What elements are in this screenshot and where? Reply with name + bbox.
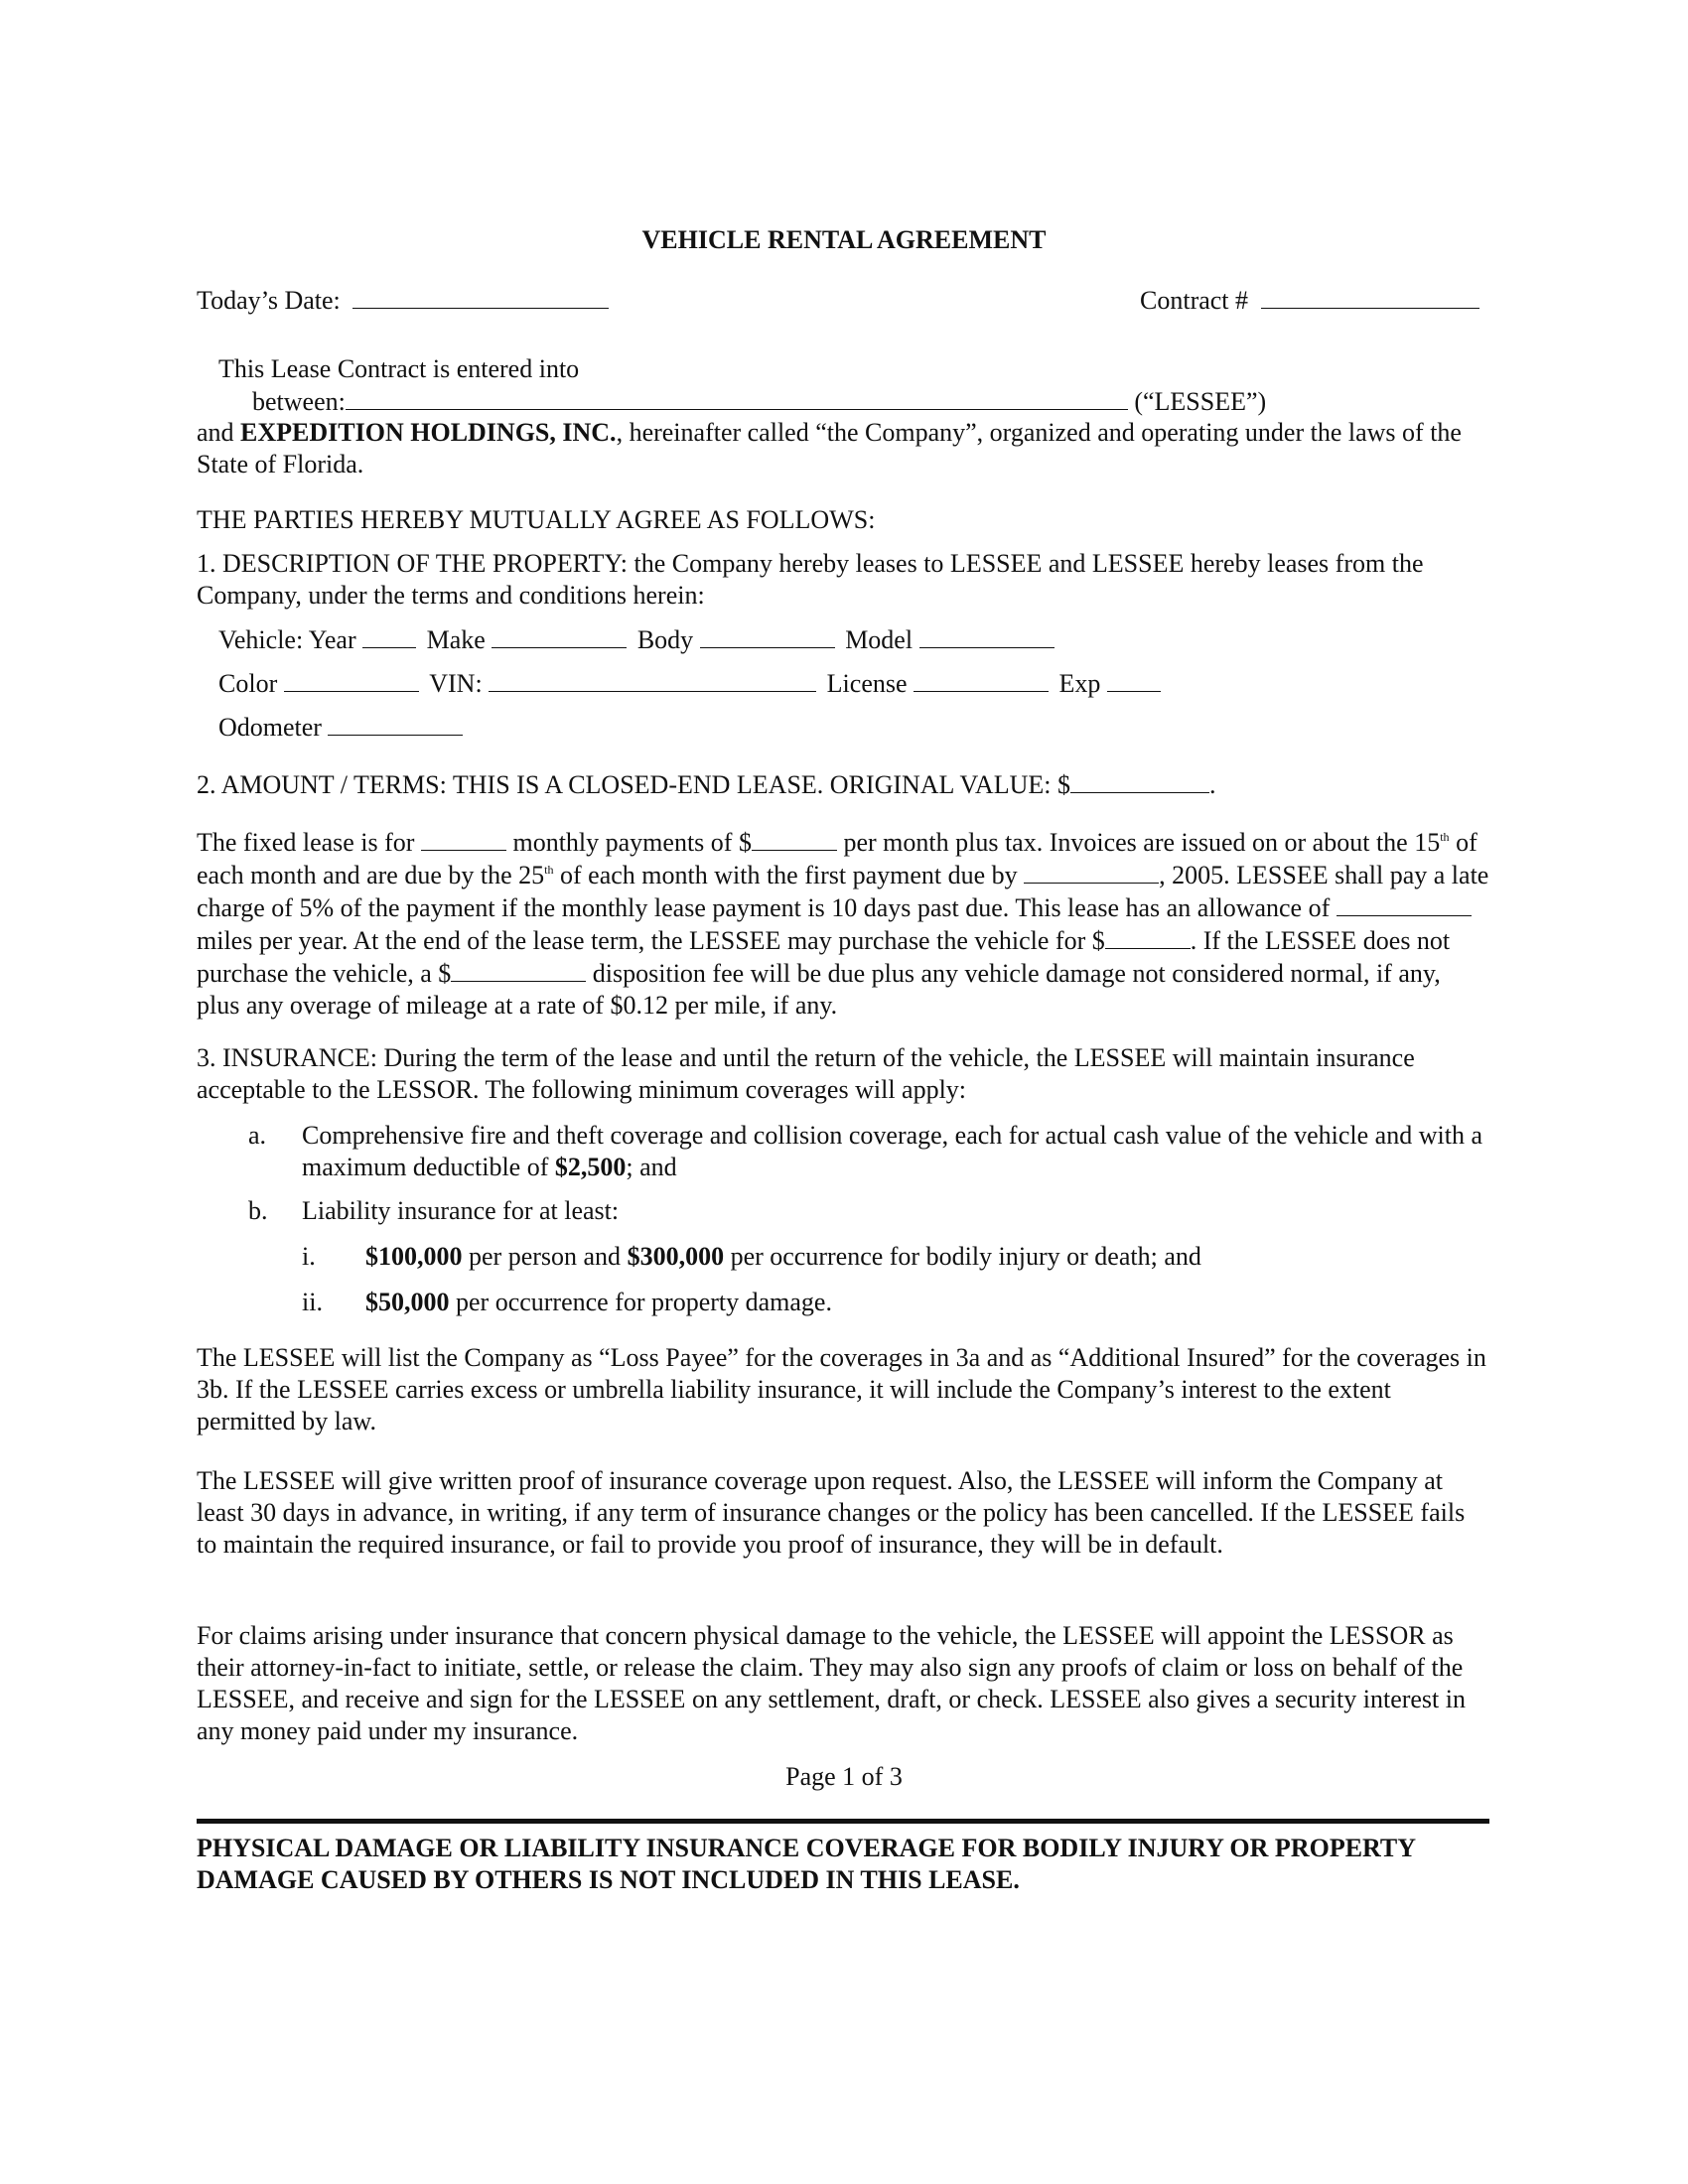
purchase-price-field[interactable]	[1105, 924, 1191, 949]
intro-between-row	[252, 385, 1266, 418]
odometer-field[interactable]	[328, 711, 463, 736]
item-i-mid: per person and	[462, 1242, 628, 1271]
vin-label: VIN:	[429, 669, 483, 698]
item-b-text: Liability insurance for at least:	[302, 1196, 620, 1225]
terms-sup-2: th	[544, 863, 554, 877]
company-description: , hereinafter called “the Company”, organized and operating under the laws of the State of Florida.	[197, 418, 1462, 478]
section-2-heading-text: 2. AMOUNT / TERMS: THIS IS A CLOSED-END LEASE. ORIGINAL VALUE: $	[197, 770, 1070, 799]
document-title: VEHICLE RENTAL AGREEMENT	[641, 225, 1047, 254]
vehicle-row-1	[218, 623, 1055, 656]
terms-text-1: The fixed lease is for	[197, 828, 415, 857]
page-number: Page 1 of 3	[785, 1762, 903, 1791]
insurance-paragraph-2: The LESSEE will give written proof of insurance coverage upon request. Also, the LESSEE will inform the Company at least 30 days in advance, in writing, if any term of insurance changes or the policy has been cancelled. If the LESSEE fails to maintain the required insurance, or fail to provide you proof of insurance, they will be in default.	[197, 1466, 1466, 1559]
license-label: License	[826, 669, 908, 698]
exp-field[interactable]	[1107, 667, 1161, 692]
item-i-label: i.	[302, 1242, 316, 1271]
item-i-end: per occurrence for bodily injury or death; and	[724, 1242, 1201, 1271]
item-a-end: ; and	[626, 1153, 677, 1181]
body-field[interactable]	[700, 623, 835, 648]
and-prefix: and	[197, 418, 234, 447]
contract-number-label: Contract #	[1140, 286, 1249, 315]
todays-date-row	[197, 284, 609, 317]
item-ii-text	[365, 1287, 832, 1318]
number-of-payments-field[interactable]	[421, 826, 506, 851]
original-value-field[interactable]	[1070, 768, 1209, 793]
disposition-fee-field[interactable]	[451, 957, 586, 982]
section-2-terms-paragraph	[197, 826, 1489, 1022]
item-b-label: b.	[248, 1196, 268, 1225]
item-i-amount-per-occurrence: $300,000	[627, 1242, 725, 1271]
model-field[interactable]	[919, 623, 1055, 648]
model-label: Model	[845, 625, 914, 654]
odometer-label: Odometer	[218, 713, 322, 742]
terms-text-6: , 2005. LESSEE shall pay a late charge of 5% of the payment if the monthly lease payment is 10 days past due. This lease has an allowance of	[197, 861, 1489, 922]
footer-divider	[197, 1819, 1489, 1824]
terms-sup-1: th	[1440, 830, 1450, 844]
item-ii-label: ii.	[302, 1288, 323, 1316]
terms-text-2: monthly payments of $	[512, 828, 752, 857]
lessee-name-field[interactable]	[346, 385, 1128, 410]
terms-text-3: per month plus tax. Invoices are issued on or about the 15	[843, 828, 1441, 857]
intro-line-1: This Lease Contract is entered into	[218, 354, 580, 383]
insurance-paragraph-1: The LESSEE will list the Company as “Loss Payee” for the coverages in 3a and as “Additional Insured” for the coverages in 3b. If the LESSEE carries excess or umbrella liability insurance, it will include the Company’s interest to the extent permitted by law.	[197, 1343, 1486, 1435]
make-label: Make	[426, 625, 486, 654]
exp-label: Exp	[1058, 669, 1101, 698]
item-a-deductible: $2,500	[554, 1153, 627, 1181]
terms-text-7: miles per year. At the end of the lease term, the LESSEE may purchase the vehicle for $	[197, 926, 1105, 955]
contract-number-row	[1140, 284, 1479, 317]
section-3-intro: 3. INSURANCE: During the term of the lease and until the return of the vehicle, the LESSEE will maintain insurance acceptable to the LESSOR. The following minimum coverages will apply:	[197, 1043, 1415, 1104]
contract-number-field[interactable]	[1261, 284, 1479, 309]
between-label: between:	[252, 387, 346, 416]
body-label: Body	[636, 625, 694, 654]
item-i-text	[365, 1241, 1201, 1273]
section-2-heading-end: .	[1208, 770, 1216, 799]
todays-date-label: Today’s Date:	[197, 286, 341, 315]
monthly-payment-field[interactable]	[752, 826, 837, 851]
mileage-allowance-field[interactable]	[1336, 891, 1472, 916]
terms-text-4: of each month and are due by the 25	[197, 828, 1477, 889]
make-field[interactable]	[492, 623, 627, 648]
company-name: EXPEDITION HOLDINGS, INC.	[240, 418, 617, 447]
terms-text-9: disposition fee will be due plus any vehicle damage not considered normal, if any, plus any overage of mileage at a rate of $0.12 per mile, if any.	[197, 959, 1441, 1020]
first-payment-date-field[interactable]	[1024, 859, 1159, 884]
footer-notice: PHYSICAL DAMAGE OR LIABILITY INSURANCE COVERAGE FOR BODILY INJURY OR PROPERTY DAMAGE CAUSED BY OTHERS IS NOT INCLUDED IN THIS LEASE.	[197, 1834, 1416, 1894]
item-a-body: Comprehensive fire and theft coverage and collision coverage, each for actual cash value of the vehicle and with a maximum deductible of	[302, 1121, 1482, 1181]
license-field[interactable]	[914, 667, 1049, 692]
vehicle-year-label: Vehicle: Year	[218, 625, 356, 654]
section-2-heading	[197, 768, 1215, 801]
item-i-amount-per-person: $100,000	[365, 1242, 463, 1271]
terms-text-8: . If the LESSEE does not purchase the vehicle, a $	[197, 926, 1451, 988]
insurance-paragraph-3: For claims arising under insurance that concern physical damage to the vehicle, the LESSEE will appoint the LESSOR as their attorney-in-fact to initiate, settle, or release the claim. They may also sign any proofs of claim or loss on behalf of the LESSEE, and receive and sign for the LESSEE on any settlement, draft, or check. LESSEE also gives a security interest in any money paid under my insurance.	[197, 1621, 1466, 1745]
agree-heading: THE PARTIES HEREBY MUTUALLY AGREE AS FOLLOWS:	[197, 505, 876, 534]
color-field[interactable]	[284, 667, 419, 692]
vehicle-row-3	[218, 711, 463, 744]
item-ii-amount: $50,000	[365, 1288, 450, 1316]
section-1-description: 1. DESCRIPTION OF THE PROPERTY: the Company hereby leases to LESSEE and LESSEE hereby leases from the Company, under the terms and conditions herein:	[197, 549, 1424, 610]
vin-field[interactable]	[489, 667, 816, 692]
vehicle-row-2	[218, 667, 1161, 700]
lessee-tag: (“LESSEE”)	[1134, 387, 1267, 416]
vehicle-year-field[interactable]	[362, 623, 416, 648]
item-a-label: a.	[248, 1121, 267, 1150]
todays-date-field[interactable]	[352, 284, 609, 309]
item-ii-end: per occurrence for property damage.	[449, 1288, 832, 1316]
terms-text-5: of each month with the first payment due by	[553, 861, 1018, 889]
intro-company-paragraph	[197, 417, 1489, 480]
item-a-text	[302, 1120, 1493, 1183]
color-label: Color	[218, 669, 278, 698]
